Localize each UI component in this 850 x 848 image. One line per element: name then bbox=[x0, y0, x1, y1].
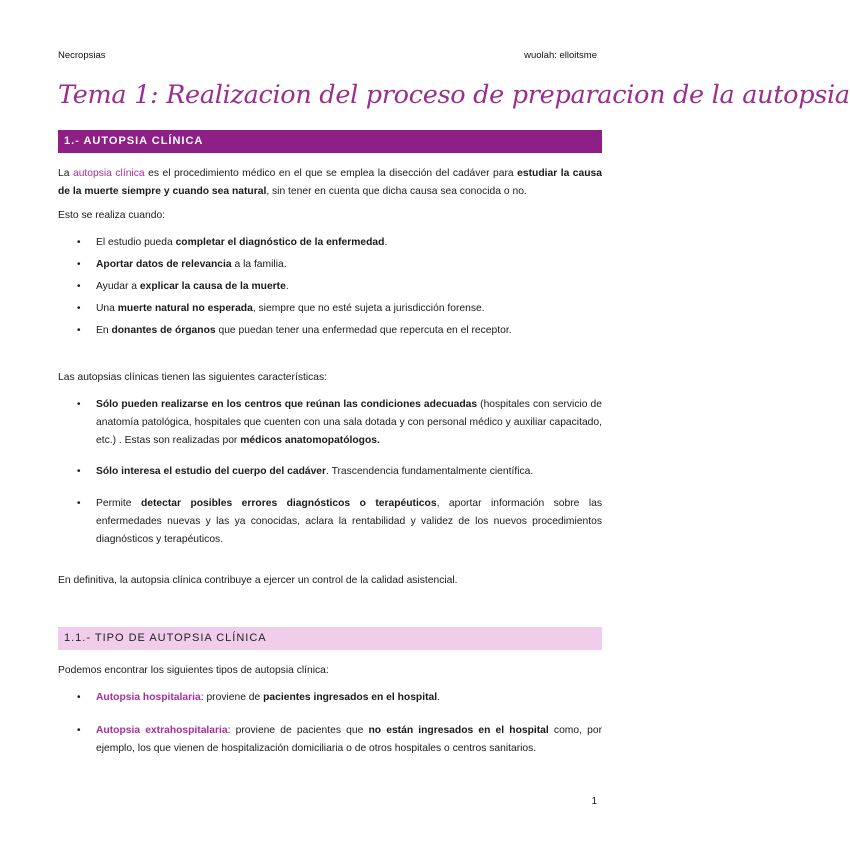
characteristics-intro: Las autopsias clínicas tienen las siguientes características: bbox=[58, 372, 328, 383]
list-item: Permite detectar posibles errores diagnósticos o terapéuticos, aportar información sobre las enfermedades nuevas y las ya conocidas, aclara la rentabilidad y validez de los nuevos procedimientos diagnósticos y terapéuticos. bbox=[96, 498, 603, 545]
term-autopsia-extrahospitalaria: Autopsia extrahospitalaria bbox=[96, 725, 228, 736]
header-course: Necropsias bbox=[58, 50, 106, 61]
header-author: wuolah: elloitsme bbox=[524, 50, 597, 61]
term-autopsia-hospitalaria: Autopsia hospitalaria bbox=[96, 692, 201, 703]
list-item: El estudio pueda completar el diagnóstico de la enfermedad. bbox=[96, 237, 388, 248]
list-item: Sólo interesa el estudio del cuerpo del cadáver. Trascendencia fundamentalmente científica. bbox=[96, 466, 534, 477]
bullet-icon: • bbox=[77, 259, 81, 270]
bullet-icon: • bbox=[77, 281, 81, 292]
conclusion-paragraph: En definitiva, la autopsia clínica contribuye a ejercer un control de la calidad asistencial. bbox=[58, 575, 458, 586]
list-item: Autopsia hospitalaria: proviene de pacientes ingresados en el hospital. bbox=[96, 692, 440, 703]
list-item: En donantes de órganos que puedan tener una enfermedad que repercuta en el receptor. bbox=[96, 325, 512, 336]
bullet-icon: • bbox=[77, 692, 81, 703]
bullet-icon: • bbox=[77, 498, 81, 509]
subsection-heading: 1.1.- TIPO DE AUTOPSIA CLÍNICA bbox=[58, 627, 602, 650]
term-autopsia-clinica: autopsia clínica bbox=[72, 168, 145, 179]
intro-paragraph bbox=[58, 165, 602, 201]
bullet-icon: • bbox=[77, 303, 81, 314]
list-item: Sólo pueden realizarse en los centros que reúnan las condiciones adecuadas (hospitales con servicio de anatomía patológica, hospitales que cuenten con una sala dotada y con personal médico y auxiliar capacitado, etc.) . Estas son realizadas por médicos anatomopatólogos. bbox=[96, 399, 602, 446]
list-item: Autopsia extrahospitalaria: proviene de pacientes que no están ingresados en el hospital como, por ejemplo, los que vienen de hospitalización domiciliaria o de otros hospitales o centros sanitarios. bbox=[96, 725, 603, 754]
page-number: 1 bbox=[591, 796, 597, 807]
document-title: Tema 1: Realizacion del proceso de preparacion de la autopsia bbox=[58, 80, 850, 110]
intro-text: es el procedimiento médico en el que se emplea la disección del cadáver para bbox=[144, 168, 518, 179]
bullet-icon: • bbox=[77, 399, 81, 410]
intro-bold: estudiar la causa de la muerte siempre y cuando sea natural bbox=[58, 168, 603, 197]
intro-text: La bbox=[58, 168, 73, 179]
list-item: Aportar datos de relevancia a la familia. bbox=[96, 259, 287, 270]
bullet-icon: • bbox=[77, 725, 81, 736]
list-item: Ayudar a explicar la causa de la muerte. bbox=[96, 281, 289, 292]
types-intro: Podemos encontrar los siguientes tipos de autopsia clínica: bbox=[58, 665, 329, 676]
section-heading: 1.- AUTOPSIA CLÍNICA bbox=[58, 130, 602, 153]
bullet-icon: • bbox=[77, 325, 81, 336]
list-item: Una muerte natural no esperada, siempre que no esté sujeta a jurisdicción forense. bbox=[96, 303, 485, 314]
bullet-icon: • bbox=[77, 466, 81, 477]
bullet-icon: • bbox=[77, 237, 81, 248]
intro-text: , sin tener en cuenta que dicha causa sea conocida o no. bbox=[266, 186, 527, 197]
when-intro: Esto se realiza cuando: bbox=[58, 210, 166, 221]
